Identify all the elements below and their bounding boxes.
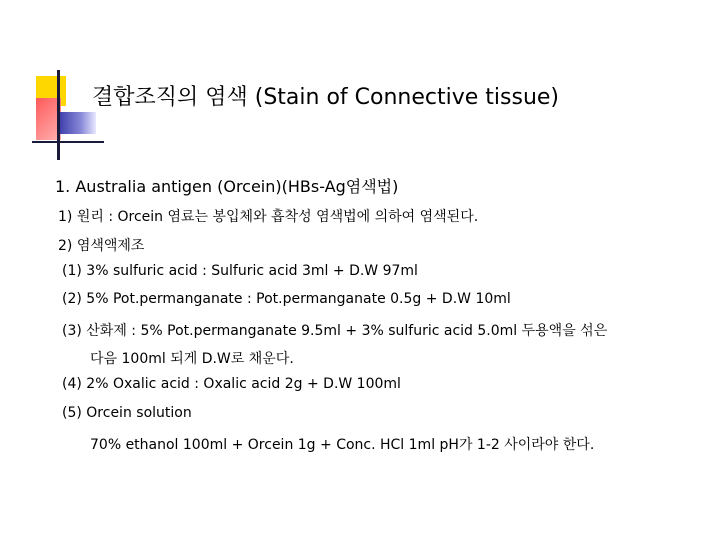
solution-prep-heading: 2) 염색액제조 [58, 238, 145, 254]
reagent-item-5: (5) Orcein solution [62, 405, 192, 421]
decor-horizontal-line [32, 141, 104, 143]
section-heading: 1. Australia antigen (Orcein)(HBs-Ag염색법) [55, 177, 399, 196]
slide-title: 결합조직의 염색 (Stain of Connective tissue) [92, 85, 560, 110]
principle-line: 1) 원리 : Orcein 염료는 봉입체와 흡착성 염색법에 의하여 염색된다. [58, 209, 479, 225]
reagent-item-5-detail: 70% ethanol 100ml + Orcein 1g + Conc. HCl 1ml pH가 1-2 사이라야 한다. [90, 437, 595, 453]
decor-vertical-line [57, 70, 60, 160]
reagent-item-1: (1) 3% sulfuric acid : Sulfuric acid 3ml + D.W 97ml [62, 263, 418, 279]
reagent-item-2: (2) 5% Pot.permanganate : Pot.permanganate 0.5g + D.W 10ml [62, 291, 511, 307]
reagent-item-3: (3) 산화제 : 5% Pot.permanganate 9.5ml + 3% sulfuric acid 5.0ml 두용액을 섞은 [62, 323, 608, 339]
reagent-item-4: (4) 2% Oxalic acid : Oxalic acid 2g + D.W 100ml [62, 376, 401, 392]
reagent-item-3-continued: 다음 100ml 되게 D.W로 채운다. [90, 351, 294, 367]
decor-blue-bar [58, 112, 96, 134]
